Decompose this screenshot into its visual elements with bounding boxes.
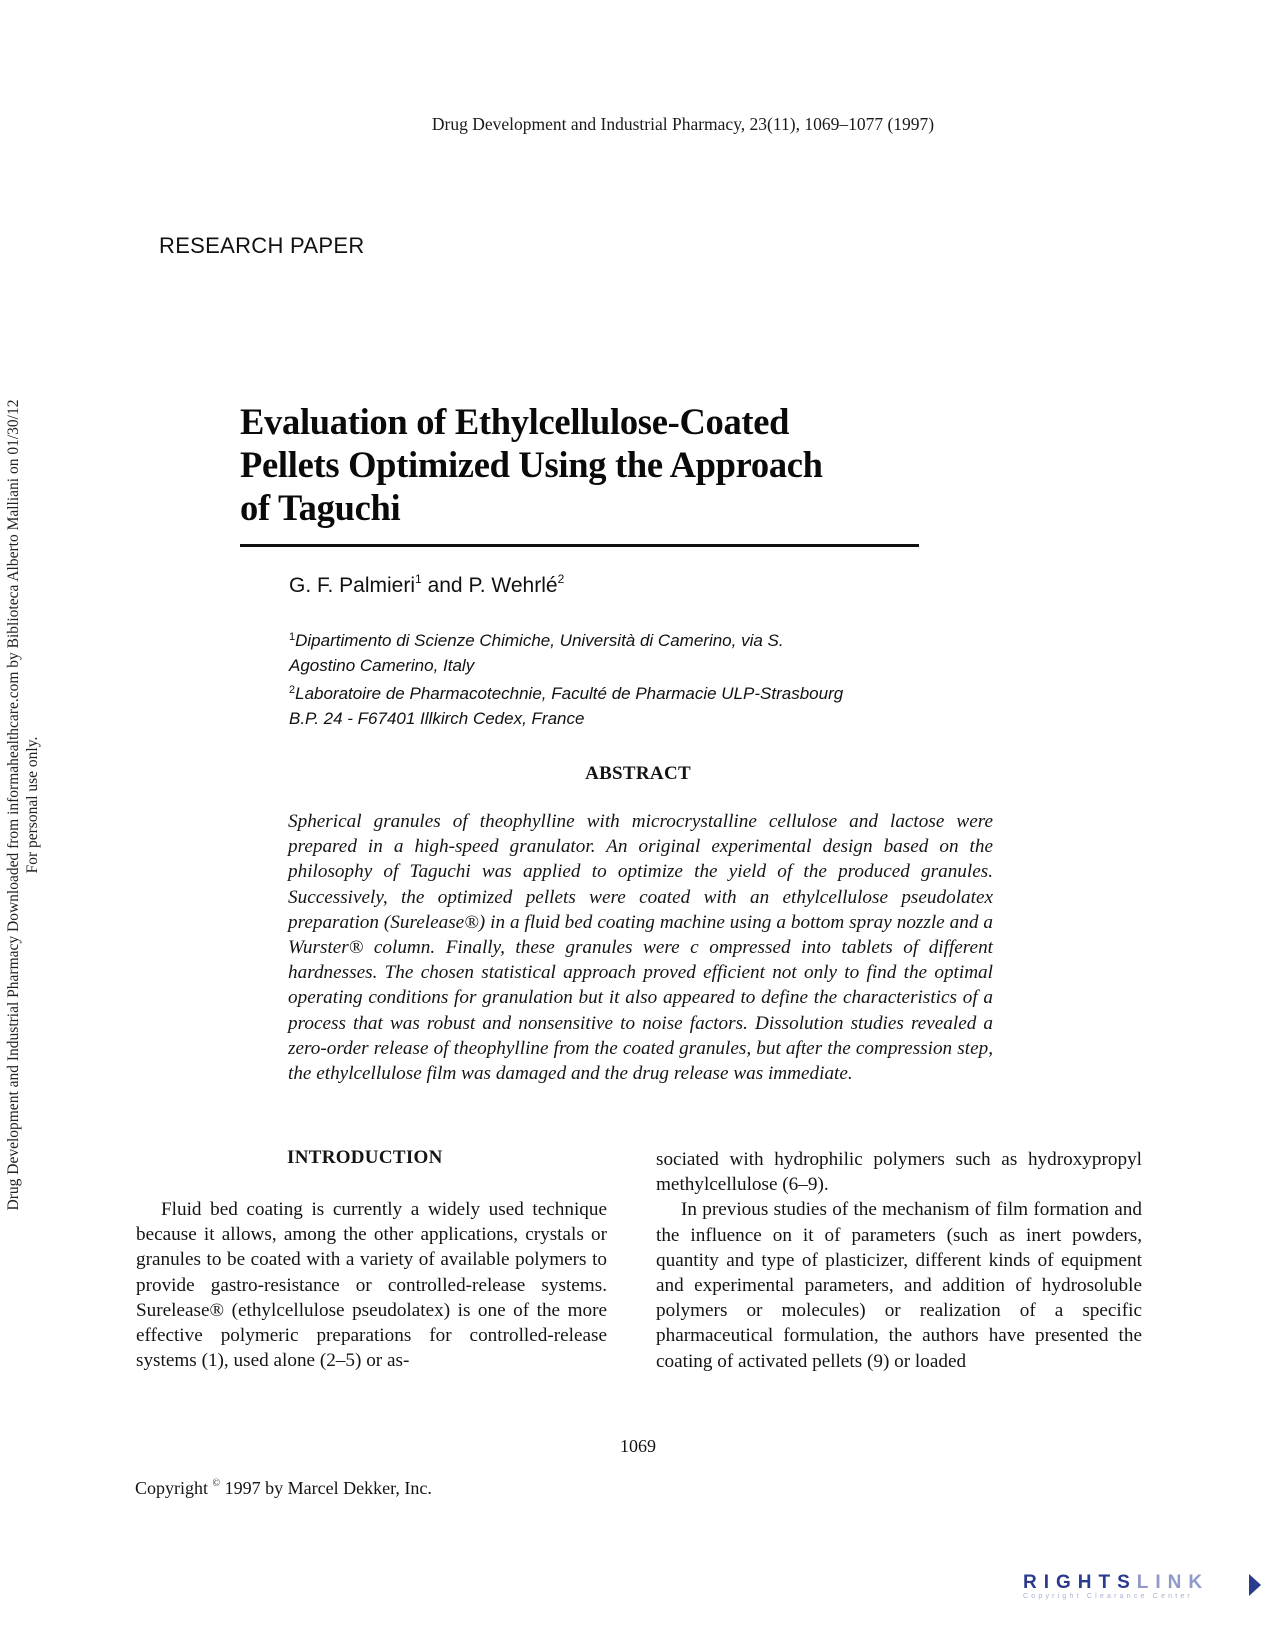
author-name: G. F. Palmieri xyxy=(289,574,416,597)
download-watermark xyxy=(4,355,42,1255)
affiliation-text: Dipartimento di Scienze Chimiche, Università di Camerino, via S. xyxy=(295,631,784,650)
title-divider xyxy=(240,544,919,547)
title-line-2: Pellets Optimized Using the Approach xyxy=(240,444,823,485)
body-paragraph: Fluid bed coating is currently a widely used technique because it allows, among the other applications, crystals or granules to be coated with a variety of available polymers to provide gastro-resistance or controlled-release systems. Surelease® (ethylcellulose pseudolatex) is one of the more effective polymeric preparations for controlled-release systems (1), used alone (2–5) or as- xyxy=(136,1199,607,1372)
paper-type-label: RESEARCH PAPER xyxy=(159,233,365,258)
journal-citation-text: Drug Development and Industrial Pharmacy, 23(11), 1069–1077 (1997) xyxy=(431,114,935,134)
affiliation-1-cont: Agostino Camerino, Italy xyxy=(289,656,475,675)
rightslink-logo[interactable] xyxy=(1023,1572,1263,1612)
abstract-text: Spherical granules of theophylline with microcrystalline cellulose and lactose were prepared in a high-speed granulator. An original experimental design based on the philosophy of Taguchi was applied to optimize the yield of the produced granules. Successively, the optimized pellets were coated with an ethylcellulose pseudolatex preparation (Surelease®) in a fluid bed coating machine using a bottom spray nozzle and a Wurster® column. Finally, these granules were c ompressed into tablets of different hardnesses. The chosen statistical approach proved efficient not only to find the optimal operating conditions for granulation but it also appeared to define the characteristics of a process that was robust and nonsensitive to noise factors. Dissolution studies revealed a zero-order release of theophylline from the coated granules, but after the compression step, the ethylcellulose film was damaged and the drug release was immediate. xyxy=(288,811,993,1085)
rightslink-subtitle: Copyright Clearance Center xyxy=(1023,1593,1193,1600)
author-affiliation-mark: 1 xyxy=(415,572,422,586)
copyright-text: 1997 by Marcel Dekker, Inc. xyxy=(224,1478,432,1498)
affiliation-1 xyxy=(289,625,843,653)
introduction-heading: INTRODUCTION xyxy=(287,1147,443,1168)
affiliation-text: Laboratoire de Pharmacotechnie, Faculté de Pharmacie ULP-Strasbourg xyxy=(295,684,844,703)
body-paragraph: In previous studies of the mechanism of film formation and the influence on it of parameters (such as inert powders, quantity and type of plasticizer, different kinds of equipment and experimental parameters, and addition of hydrosoluble polymers or molecules) or realization of a specific pharmaceutical formulation, the authors have presented the coating of activated pellets (9) or loaded xyxy=(656,1199,1142,1372)
affiliation-2-cont: B.P. 24 - F67401 Illkirch Cedex, France xyxy=(289,709,585,728)
watermark-line-2: For personal use only. xyxy=(24,736,41,874)
rightslink-wordmark xyxy=(1023,1572,1263,1594)
body-column-left xyxy=(136,1197,607,1373)
body-column-right xyxy=(656,1147,1142,1374)
body-paragraph: sociated with hydrophilic polymers such as hydroxypropyl methylcellulose (6–9). xyxy=(656,1149,1142,1196)
affiliation-2 xyxy=(289,678,843,706)
abstract-heading: ABSTRACT xyxy=(585,763,691,784)
rightslink-arrow-icon xyxy=(1249,1574,1261,1596)
title-line-3: of Taguchi xyxy=(240,487,401,528)
copyright-prefix: Copyright xyxy=(135,1478,209,1498)
affiliation-mark: 1 xyxy=(289,631,296,643)
author-list xyxy=(289,572,564,598)
copyright-notice xyxy=(135,1478,432,1499)
copyright-icon: © xyxy=(212,1478,221,1489)
title-line-1: Evaluation of Ethylcellulose-Coated xyxy=(240,401,790,442)
watermark-line-1: Drug Development and Industrial Pharmacy Downloaded from informahealthcare.com by Biblioteca Alberto Malliani on 01/30/12 xyxy=(5,399,22,1211)
author-name: P. Wehrlé xyxy=(468,574,558,597)
rightslink-link: LINK xyxy=(1136,1572,1210,1593)
affiliation-mark: 2 xyxy=(289,684,296,696)
author-joiner: and xyxy=(427,574,463,597)
affiliations xyxy=(289,625,843,731)
journal-citation xyxy=(0,114,1276,135)
article-title xyxy=(240,400,940,529)
page-number: 1069 xyxy=(620,1436,656,1456)
rightslink-rights: RIGHTS xyxy=(1023,1572,1137,1593)
author-affiliation-mark: 2 xyxy=(557,572,565,586)
